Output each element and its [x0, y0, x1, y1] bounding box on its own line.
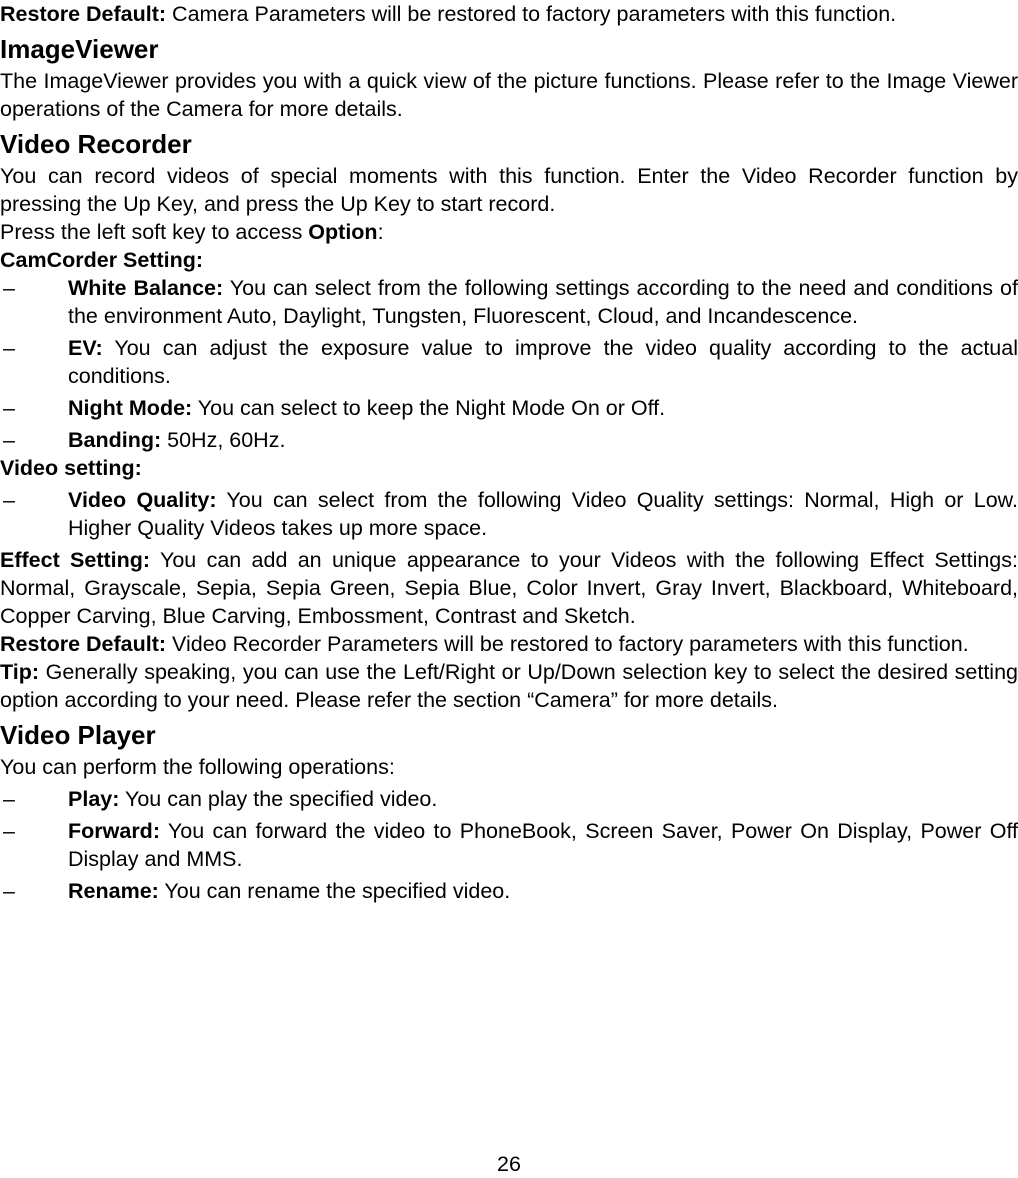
press-option-text: Press the left soft key to access [0, 220, 309, 244]
camcorder-setting-heading: CamCorder Setting: [0, 248, 204, 272]
video-setting-heading: Video setting: [0, 456, 142, 480]
image-viewer-heading: ImageViewer [0, 34, 159, 64]
effect-setting-label: Effect Setting: [0, 548, 151, 572]
item-text: You can forward the video to PhoneBook, Screen Saver, Power On Display, Power Off Display and MMS. [68, 819, 1018, 871]
item-text: 50Hz, 60Hz. [161, 428, 286, 452]
list-item [0, 877, 1018, 905]
list-item [0, 426, 1018, 454]
list-item [0, 394, 1018, 422]
dash-bullet: – [3, 819, 15, 843]
dash-bullet: – [3, 276, 15, 300]
item-text: You can select from the following Video Quality settings: Normal, High or Low. Higher Quality Videos takes up more space. [68, 488, 1018, 540]
item-label: EV: [68, 336, 103, 360]
list-item [0, 817, 1018, 873]
dash-bullet: – [3, 428, 15, 452]
video-player-heading: Video Player [0, 720, 156, 750]
dash-bullet: – [3, 396, 15, 420]
dash-bullet: – [3, 879, 15, 903]
image-viewer-text: The ImageViewer provides you with a quick view of the picture functions. Please refer to the Image Viewer operations of the Camera for more details. [0, 69, 1018, 121]
list-item [0, 486, 1018, 542]
item-text: You can select to keep the Night Mode On or Off. [192, 396, 666, 420]
item-label: Night Mode: [68, 396, 193, 420]
item-label: Play: [68, 787, 120, 811]
page-number: 26 [497, 1152, 521, 1176]
item-text: You can rename the specified video. [158, 879, 511, 903]
item-label: White Balance: [68, 276, 224, 300]
tip-paragraph [0, 658, 1018, 714]
list-item [0, 274, 1018, 330]
camera-restore-default-text: Camera Parameters will be restored to factory parameters with this function. [166, 2, 897, 26]
video-restore-default-text: Video Recorder Parameters will be restored to factory parameters with this function. [166, 632, 969, 656]
camera-restore-default-paragraph [0, 0, 1018, 28]
effect-setting-paragraph [0, 546, 1018, 630]
tip-text: Generally speaking, you can use the Left/Right or Up/Down selection key to select the desired setting option according to your need. Please refer the section “Camera” for more details. [0, 660, 1018, 712]
option-label: Option [308, 220, 378, 244]
press-option-line [0, 218, 1018, 246]
dash-bullet: – [3, 336, 15, 360]
video-restore-default-paragraph [0, 630, 1018, 658]
tip-label: Tip: [0, 660, 40, 684]
dash-bullet: – [3, 787, 15, 811]
item-text: You can adjust the exposure value to improve the video quality according to the actual conditions. [68, 336, 1018, 388]
item-label: Video Quality: [68, 488, 217, 512]
video-recorder-heading: Video Recorder [0, 129, 192, 159]
video-restore-default-label: Restore Default: [0, 632, 167, 656]
dash-bullet: – [3, 488, 15, 512]
press-option-colon: : [377, 220, 384, 244]
item-text: You can select from the following settings according to the need and conditions of the environment Auto, Daylight, Tungsten, Fluorescent, Cloud, and Incandescence. [68, 276, 1018, 328]
list-item [0, 785, 1018, 813]
list-item [0, 334, 1018, 390]
item-label: Forward: [68, 819, 160, 843]
video-player-intro: You can perform the following operations: [0, 755, 395, 779]
video-recorder-intro: You can record videos of special moments with this function. Enter the Video Recorder function by pressing the Up Key, and press the Up Key to start record. [0, 164, 1018, 216]
item-text: You can play the specified video. [119, 787, 438, 811]
camera-restore-default-label: Restore Default: [0, 2, 167, 26]
item-label: Banding: [68, 428, 162, 452]
item-label: Rename: [68, 879, 159, 903]
effect-setting-text: You can add an unique appearance to your Videos with the following Effect Settings: Normal, Grayscale, Sepia, Sepia Green, Sepia Blue, Color Invert, Gray Invert, Blackboard, Whiteboard, Copper Carving, Blue Carving, Embossment, Contrast and Sketch. [0, 548, 1018, 628]
